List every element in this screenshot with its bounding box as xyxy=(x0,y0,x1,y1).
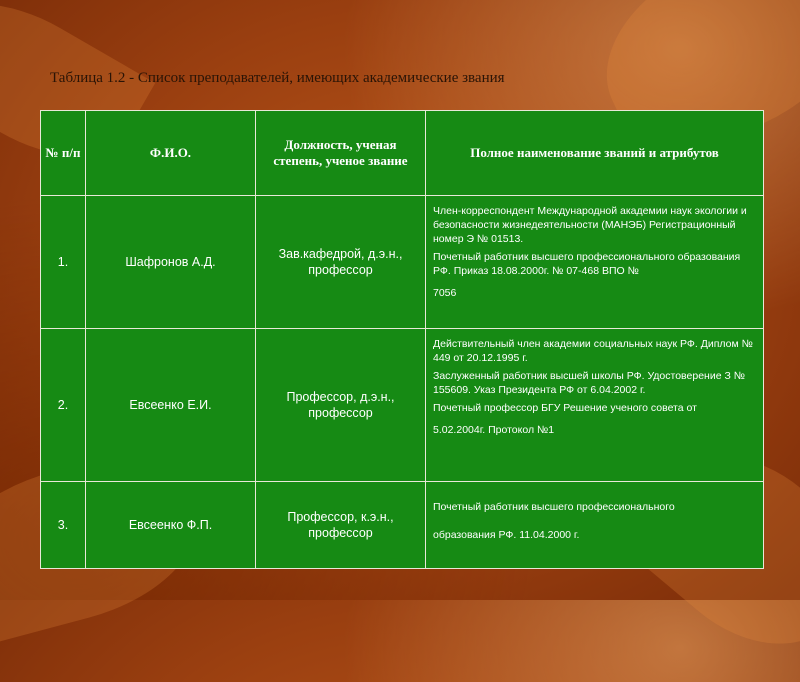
cell-fio: Шафронов А.Д. xyxy=(86,196,256,329)
table-row xyxy=(41,482,764,569)
award-text: Действительный член академии социальных наук РФ. Диплом № 449 от 20.12.1995 г. xyxy=(433,338,753,364)
award-text: Почетный профессор БГУ Решение ученого совета от xyxy=(433,402,697,414)
award-text: 7056 xyxy=(433,287,457,299)
table-caption: Таблица 1.2 - Список преподавателей, имеющих академические звания xyxy=(50,70,505,86)
cell-num: 2. xyxy=(41,329,86,482)
header-position-label: Должность, ученая степень, ученое звание xyxy=(273,137,408,168)
cell-position xyxy=(256,196,426,329)
cell-position xyxy=(256,329,426,482)
header-position xyxy=(256,111,426,196)
award-text: Член-корреспондент Международной академии наук экологии и безопасности жизнедеятельности (МАНЭБ) Регистрационный номер Э № 01513. xyxy=(433,205,747,245)
award-text: Почетный работник высшего профессионального образования РФ. Приказ 18.08.2000г. № 07-468 ВПО № xyxy=(433,251,741,277)
cell-full xyxy=(426,329,764,482)
cell-position-text: Зав.кафедрой, д.э.н., профессор xyxy=(278,247,403,277)
cell-full xyxy=(426,196,764,329)
header-num: № п/п xyxy=(41,111,86,196)
cell-fio: Евсеенко Ф.П. xyxy=(86,482,256,569)
award-text: 5.02.2004г. Протокол №1 xyxy=(433,424,555,436)
header-fio: Ф.И.О. xyxy=(86,111,256,196)
teachers-table xyxy=(40,110,764,569)
cell-fio: Евсеенко Е.И. xyxy=(86,329,256,482)
table-row xyxy=(41,196,764,329)
cell-position-text: Профессор, к.э.н., профессор xyxy=(287,510,394,540)
award-text: Почетный работник высшего профессионального xyxy=(433,501,675,513)
header-row xyxy=(41,111,764,196)
cell-num: 3. xyxy=(41,482,86,569)
cell-position-text: Профессор, д.э.н., профессор xyxy=(286,390,395,420)
header-full: Полное наименование званий и атрибутов xyxy=(426,111,764,196)
table-row xyxy=(41,329,764,482)
cell-num: 1. xyxy=(41,196,86,329)
award-text: Заслуженный работник высшей школы РФ. Удостоверение З № 155609. Указ Президента РФ от 6.04.2002 г. xyxy=(433,370,745,396)
cell-full xyxy=(426,482,764,569)
award-text: образования РФ. 11.04.2000 г. xyxy=(433,529,580,541)
cell-position xyxy=(256,482,426,569)
